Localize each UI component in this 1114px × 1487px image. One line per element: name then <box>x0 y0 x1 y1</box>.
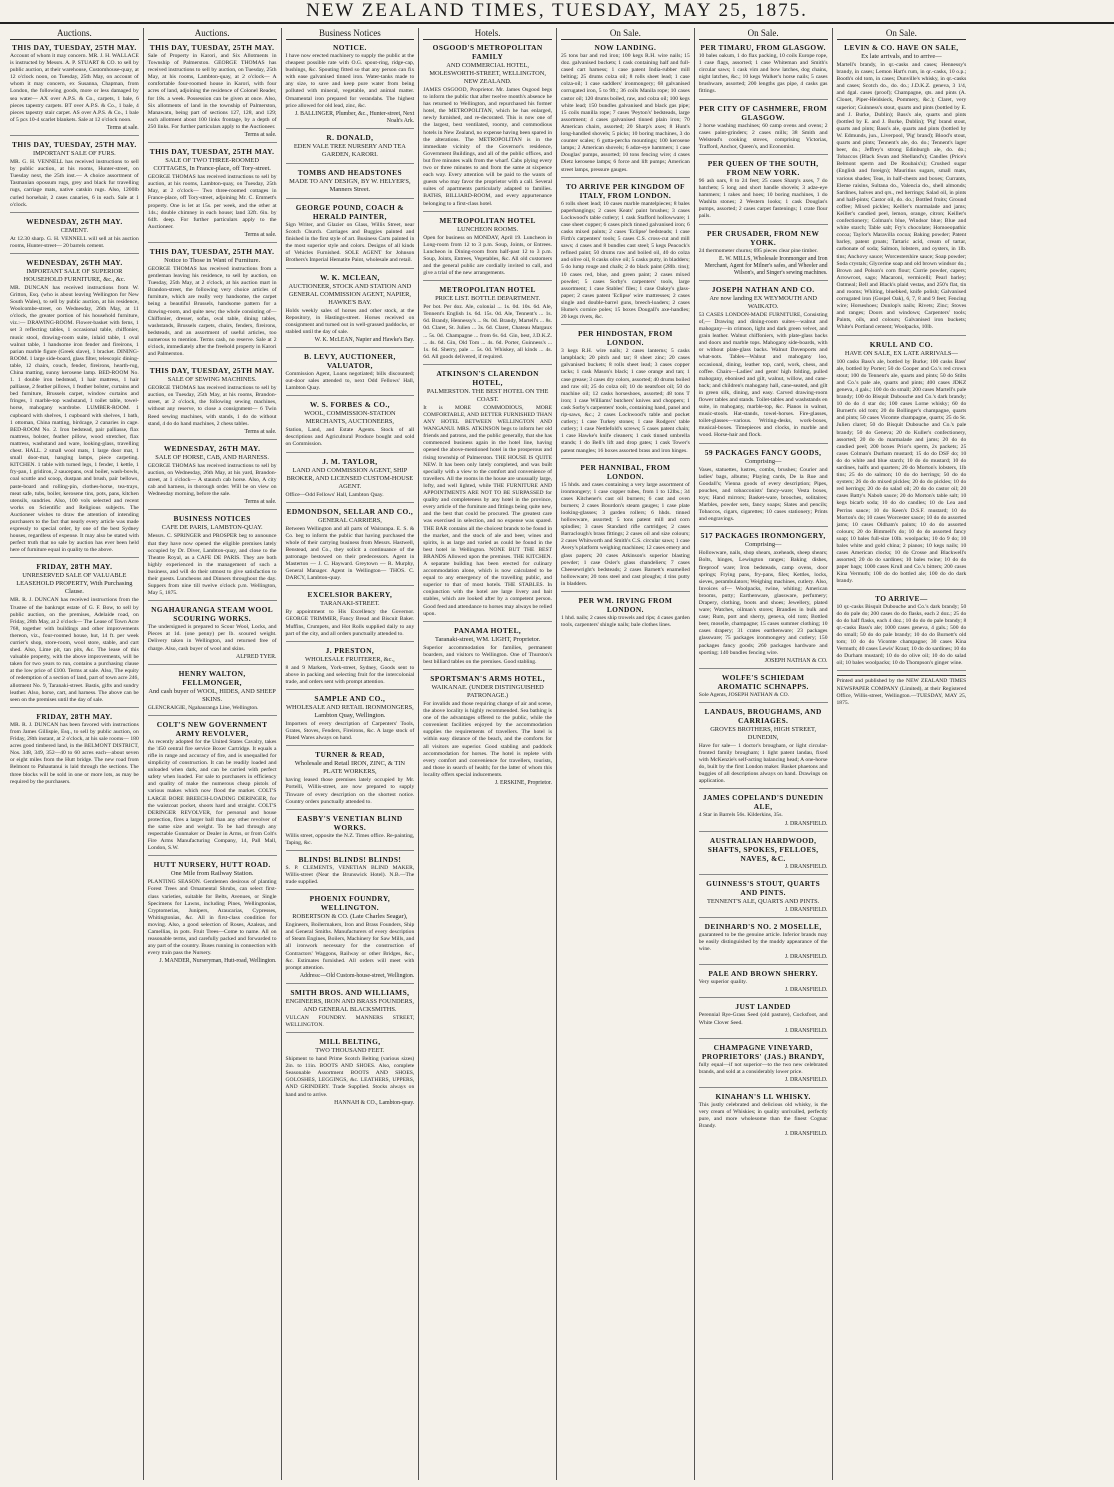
ad-subtitle: IMPORTANT SALE OF SUPERIOR HOUSEHOLD FURNITURE, &c., &c. <box>23 267 126 283</box>
advertisement <box>837 43 967 336</box>
ad-title: PER HANNIBAL, FROM LONDON. <box>580 462 671 481</box>
ad-title: JAMES COPELAND'S DUNEDIN ALE, <box>702 793 824 812</box>
ad-body: Shipment to hand Prime Scotch Belting (various sizes) 2in. to 11in. BOOTS AND SHOES. Also, complete Seasonable Assortment BOOTS AND SHOES, GOLOSHES, LEGGINGS, &c. LEATHERS, UPPERS, AND GRINDERY. Trade Supplied. Stocks always on hand and to arrive. <box>285 1056 415 1098</box>
ad-title: SMITH BROS. AND WILLIAMS, <box>290 987 410 997</box>
ad-title: NOTICE. <box>332 43 367 52</box>
ad-title: SPORTSMAN'S ARMS HOTEL, <box>430 674 545 683</box>
ad-title: KRULL AND CO. <box>869 339 934 349</box>
advertisement <box>286 203 415 269</box>
ad-title: BLINDS! BLINDS! BLINDS! <box>298 854 402 864</box>
ad-title: EXCELSIOR BAKERY, <box>307 590 393 600</box>
advertisement <box>286 694 415 746</box>
ad-signature: Terms at sale. <box>244 499 277 506</box>
ad-title: PER HINDOSTAN, FROM LONDON. <box>578 329 673 348</box>
advertisement <box>286 133 415 164</box>
ad-body: 15 hhds. and cases containing a very large assortment of ironmongery; 1 case copper tubes, from 1 to 12lbs.; 34 cases Kitchener's cast oil burners; 6 cast and oven burners; 2 cases Bourdon's steam gauges; 1 case plate looking-glasses; 3 garden rollers; 6 hhds. tinned hollowware, assorted; 5 tons patent mill and corn spindles; 3 cases Standard rifle cartridges; 2 cases Barraclough's brass fittings; 2 cases oil and size colours; 2 cases Whitworth and Smith's C.S. circular saws; 1 case Avery's platform weighing machines; 12 cases emery and glass papers; 20 cases Atkinson's superior blasting powder; 1 case Osler's glass chandeliers; 7 cases Cheesewright's bedsteads; 2 cases Barnett's enamelled hollowware; 20 tons steel and cast ploughs; 4 tins putty in bladders. <box>561 481 690 587</box>
advertisement <box>837 340 967 590</box>
ad-body: GLENCRAIGIE, Ngahauranga Line, Wellington. <box>147 704 259 711</box>
ad-title: FRIDAY, 28TH MAY. <box>36 711 113 721</box>
ad-signature: JOSEPH NATHAN & CO. <box>764 657 828 664</box>
advertisement <box>148 514 277 601</box>
ad-subtitle: GENERAL CARRIERS, <box>317 516 382 524</box>
ad-title: PER TIMARU, FROM GLASGOW. <box>700 43 826 52</box>
ad-title: WEDNESDAY, 26TH MAY. <box>26 216 123 226</box>
advertisement <box>561 329 690 458</box>
advertisement <box>561 182 690 326</box>
column-heading: Business Notices <box>286 28 415 40</box>
ad-subtitle: And cash buyer of WOOL, HIDES, AND SHEEP SKINS. <box>148 687 276 703</box>
ad-subtitle: MADE TO ANY DESIGN, BY W. HELYER'S, Manners Street. <box>289 177 411 193</box>
ad-body: GEORGE THOMAS has received instructions from a gentleman leaving his residence, to sell by auction, on Tuesday, 25th May, at 2 o'clock, at his auction mart in Brandon-street, the following very choice articles of furniture, which are really very handsome, the carpet being a beautiful Brussels, handsome pattern for a drawing-room, and quite new; the whole consisting of— Chiffonier, dresser, sofas, oval table, dining tables, washstands, Brussels carpets, chairs, fenders, fireirons, bedsteads, and an assortment of useful articles, too numerous to mention. Terms cash, no reserve. Sale at 2 o'clock, immediately after the freehold property in Karori and Palmerston. <box>147 265 277 358</box>
ad-body: Engineers, Boilermakers, Iron and Brass Founders, Ship and General Smiths. Manufacturers of every description of Steam Engines, Boilers, Machinery for Saw Mills, and all ironwork necessary for the construction of Contractors' Waggons, Railway or other Bridges, &c., &c. Estimates furnished. All orders will meet with prompt attention. <box>285 922 415 971</box>
ad-title: J. M. TAYLOR, <box>322 456 378 466</box>
ad-signature: HANNAH & CO., Lambton-quay. <box>334 1099 415 1106</box>
advertisement <box>699 922 828 965</box>
ad-title: THIS DAY, TUESDAY, 25TH MAY. <box>12 43 137 52</box>
ad-title: TO ARRIVE PER KINGDOM OF ITALY, FROM LONDON. <box>565 181 685 200</box>
advertisement <box>699 104 828 155</box>
ad-signature: Terms at sale. <box>244 428 277 435</box>
ad-title: PANAMA HOTEL, <box>454 625 522 635</box>
advertisement <box>286 457 415 503</box>
ad-subtitle: SALE OF SEWING MACHINES. <box>167 376 257 384</box>
ad-title: PER WM. IRVING FROM LONDON. <box>578 596 673 614</box>
advertisement <box>699 1002 828 1038</box>
ad-signature: J. DRANSFIELD. <box>784 954 828 961</box>
ad-body: Importers of every description of Carpenters' Tools, Grates, Stoves, Fenders, Fireirons, &c. A large stock of Plated Wares always on hand. <box>285 721 415 742</box>
ad-body: 96 ash oars, 8 to 24 feet; 25 cases Sharp's axes, 7 do hatchets; 5 long and short handle shovels; 3 adze-eye hammers; 1 rakes and hoes; 10 boring machines, 1 do Washita stones; 2 Western looks; 1 cask Douglas's pumps, assorted; 2 cases carpet fastenings; 1 crate flour pails. <box>698 177 828 220</box>
ad-title: THIS DAY, TUESDAY, 25TH MAY. <box>12 140 137 150</box>
ad-body: At 12.30 sharp. G. H. VENNELL will sell at his auction rooms, Hunter-street— 20 barrels cement. <box>10 235 139 249</box>
ad-subtitle: Comprising— <box>744 541 782 549</box>
ad-body: I have now erected machinery to supply the public at the cheapest possible rate with O.G. spout-ring, ridge-cap, bushings, &c. Spouting fitted so that any person can fix with ease galvanised tinned iron. Water-tanks made to any size, to save and keep pure water from being polluted with mineral, vegetable, and animal matter. Ornamental iron prepared for verandahs. The highest price allowed for old lead, zinc, &c. <box>285 53 415 109</box>
ad-signature: J. BALLINGER, Plumber, &c., Hunter-street, Next Noah's Ark. <box>294 110 415 124</box>
ad-title: DEINHARD'S NO. 2 MOSELLE, <box>704 921 822 931</box>
ad-body: Vases, statuettes, lustres, combs, brushes; Courier and ladies' bags, albums; Playing cards, De la Rue and Goodall's; Vienna goods of every description; Pipes, pouches, and tobacconists' fancy-ware; Vesta boxes, toys; Hand mirrors; Basket-ware, brooches, solitaires; Marbles, powder sets, fancy soaps; Slates and pencils; Tobaccos, cigars, cigarettes; 10 cases stationery; Prints and engravings. <box>698 466 828 523</box>
ad-subtitle: TWO THOUSAND FEET. <box>315 1047 385 1055</box>
advertisement <box>423 43 552 212</box>
ad-title: FRIDAY, 28TH MAY. <box>36 562 113 572</box>
column-1 <box>6 28 144 1480</box>
advertisement <box>699 969 828 998</box>
advertisement <box>699 285 828 444</box>
ad-title: HUTT NURSERY, HUTT ROAD. <box>153 860 271 870</box>
advertisement <box>699 531 828 669</box>
ad-title: WOLFE'S SCHIEDAM AROMATIC SCHNAPPS. <box>717 672 809 691</box>
advertisement <box>148 605 277 664</box>
ad-subtitle: Are now landing EX WEYMOUTH AND WAIKATO. <box>709 294 817 310</box>
ad-subtitle: Notice to Those in Want of Furniture. <box>164 256 261 264</box>
ad-body: 10 qr.-casks Bisquit Dubouche and Co.'s dark brandy; 50 do do pale do; 200 cases do do flasks, each 2 doz.; 25 do do do half flasks, each 4 doz.; 10 do do do pale brandy; 8 qr.-casks Bass's ale; 1000 cases geneva, 4 gals.; 500 do do small; 50 do do pale brandy; 10 do do Burnett's old tom; 10 do do Vicomte champagne; 30 cases Kina Vermuth; 40 cases Lewis' Kraut; 10 do do sardines; 10 do do Durham mustard; 10 do do olive oil; 10 do do salad oil; 10 bales woolpacks; 10 do Thompson's ginger wine. <box>836 603 967 667</box>
advertisement <box>286 988 415 1033</box>
ad-subtitle: PALMERSTON. THE BEST HOTEL ON THE COAST. <box>426 387 549 403</box>
ad-subtitle: WHOLESALE AND RETAIL IRONMONGERS, Lambton Quay, Wellington. <box>285 704 414 720</box>
ad-body: 25 tons bar and rod iron; 100 kegs R.H. wire nails; 15 doz. galvanised buckets; 1 cask containing half and full-cased cart harness; 1 case patent India-rubber mill belting; 25 drums colza oil; 8 rolls sheet lead; 1 case colza-oil; 1 case saddlers' ironmongery; 68 galvanised corrugated iron, 5 to 9ft.; 36 coils Manila rope; 10 cases castor oil; 120 drums boiled, raw, and colza oil; 100 kegs white lead; 150 bundles galvanised and black gas pipe; 15 coils manilla rope; 7 cases 'Peyton's' bedsteads, large assortment; 4 cases galvanised tinned plain iron; 70 American chairs, assorted; 20 Sharp's axes; 8 Hunt's long-handled shovels; 5 picks; 10 boring machines, 3 do counter scales; 6 gutta-percha mountings; 100 kerosene lamps; 2 American shovels; 6 adze-eye hammers; 1 case Douglas' pumps, assorted; 10 tons fencing wire; 4 cases Dietz kerosene lamps; 6 force and lift pumps; American street lamps, pressure gauges. <box>561 53 690 173</box>
ad-body: MR. R. J. DUNCAN has been favored with instructions from James Gillispie, Esq., to sell by public auction, on Friday, 28th instant, at 2 o'clock, at his sale rooms— 180 acres good timbered land, in the BELMONT DISTRICT, Nos. 348, 349, 352—40 to 60 acres each—about seven or eight miles from the Hutt bridge. The new road from Belmont to Pahautanui is laid through the sections. The three blocks will be sold in one or more lots, as may be required by the purchasers. <box>10 721 139 785</box>
ad-body: Commission Agent, Loans negotiated; bills discounted; out-door sales attended to, next Odd Fellows' Hall, Lambton Quay. <box>285 370 415 392</box>
ad-signature: J. DRANSFIELD. <box>784 863 828 870</box>
ad-title: NGAHAURANGA STEAM WOOL SCOURING WORKS. <box>151 605 274 624</box>
ad-subtitle: PRICE LIST. BOTTLE DEPARTMENT. <box>435 295 541 303</box>
ad-body: As recently adopted for the United States Cavalry, takes the '450 central fire service Boxer Cartridge. It equals a rifle in range and accuracy of fire, and is unequalled for simplicity of construction. It can be readily loaded and unloaded when dark, and can be carried with perfect safety when loaded. For sale to purchasers in efficiency and quality of make the numerous cheap pistols of various makes which now flood the market. COLT'S LARGE BORE BREECH-LOADING DERINGER, for the waistcoat pocket, shoots hard and straight. COLT'S DERINGER REVOLVER, for personal and house protection, fires a larger ball than any other revolver of the same size and weight. To be had through any respectable Gunmaker or Dealer in Arms, or from Colt's Fire Arms Manufacturing Company, 14, Pall Mall, London, S.W. <box>147 738 277 852</box>
ad-body: Martell's brandy, in qr.-casks and cases; Hennessy's brandy, in cases; Lemon Hart's rum, in qr.-casks, 10 o.p.; Booth's old tom, in cases; Dunville's whisky, in qr.-casks and cases; Scotch do., do. do.; J.D.K.Z. geneva, 3 1/4, and 4gal. cases (proof); Champagne, qts. and pints (A. Clouet, Piper-Heidsieck, Pommery, &c.); Claret, very superior; Guinness's stout, quarts and pints (bottled by E. and J. Burke, Dublin); Bass's ale, quarts and pints (bottled by E. and J. Burke, Dublin); 'Pig' brand stout, quarts and pints; Bass's ale, quarts and pints (bottled by W. Edmunds, jun., Liverpool, 'Pig' brand); Blood's stout, quarts and pints; Tennent's ale, do. do.; Tennent's lager beer, do.; Jeffrey's strong Edinburgh ale, do. do.; Tobaccos (Black Swan and Shelland's); Candles (Price's Belmont sperm and De Roubaix's); Crushed sugar (English and foreign); Mauritius sugars, small mats, various shades; Teas, in half-chests and boxes; Currants, Eleme raisins, Sultana do., Valencia do., shell almonds; Sardines, halves and qrs., red herrings; Salad oil, in pints and half-pints; Castor oil, do. do.; Bottled fruits; Ground coffee; Mixed pickles; Keiller's marmalade and jams; Keiller's candied peel, lemon, orange, citron; Keiller's confectionery; Colman's blue, Windsor blue; Blue and white starch; Table salt; Fry's chocolate; Homoeopathic cocoa; Taylor's Maravilla cocoa; Baking powder; Patent barley, patent groats; Tartaric acid, cream of tartar, carbonate of soda; Salmon, lobsters, and oysters, in 1lb. tins; Anchovy sauce; Worcestershire sauce; Soap powder; Soda crystals; Glycerine soap and old brown windsor do.; Brown and Polson's corn flour; Currie powder, capers; Arrowroot, sago; Macaroni, vermicelli; Pearl barley; Oatmeal; Bell and Black's plaid vestas, and 250's flat, tin and rooms; Whiting, bluebked, knife polish; Galvanised corrugated iron (Gospel Oak), 6, 7, 8 and 9 feet; Fencing wire; Horseshoes; Dunlop's nails; Rivets; Zinc; Stoves and ranges; Doors and windows; Carpenters' tools; Paints, oils, and colours; Galvanised iron buckets; White's Portland cement; Woolpacks, 10lb. <box>836 62 967 331</box>
advertisement <box>148 247 277 362</box>
ad-body: fully equal—if not superior—to the two new celebrated brands, and sold at a considerably lower price. <box>698 1061 828 1075</box>
column-heading: Hotels. <box>423 28 552 40</box>
ad-body: Per bot. Per doz. Ale, colonial ... 1s. 0d. 10s. 6d. Ale, Tennent's English 1s. 6d. 15s. 0d. Ale, Tennent's ... 1s. 6d. Brandy, Hennessy's ... 8s. 0d. Brandy, Martell's ... 8s. 0d. Claret, St. Julien ... 3s. 6d. Claret, Chateau Margaux ... 5s. 0d. Champagne ... from 6s. 6d. Gin, best, J.D.K.Z. ... 4s. 6d. Gin, Old Tom ... 4s. 6d. Porter, Guinness's ... 1s. 6d. Sherry, pale ... 5s. 0d. Whiskey, all kinds ... 4s. 6d. All goods delivered, if required. <box>423 304 552 360</box>
ad-body: Superior accommodation for families, permanent boarders, and visitors to Wellington. One of Thurston's best billiard tables on the premises. Good stabling. <box>423 644 552 665</box>
ad-title: BUSINESS NOTICES <box>173 514 251 524</box>
advertisement <box>699 43 828 100</box>
ad-title: KINAHAN'S LL WHISKY. <box>715 1091 811 1101</box>
ad-signature: J. MANDER, Nurseryman, Hutt-road, Wellington. <box>159 958 277 965</box>
ad-subtitle: SALE OF TWO THREE-ROOMED COTTAGES, In France-place, off Tory-street. <box>153 157 271 173</box>
advertisement <box>286 43 415 129</box>
ad-subtitle: ENGINEERS, IRON AND BRASS FOUNDERS, AND GENERAL BLACKSMITHS. <box>285 997 414 1013</box>
ad-title: CHAMPAGNE VINEYARD, PROPRIETORS' (JAS.) BRANDY, <box>701 1042 825 1061</box>
ad-body: Sale of Property in Karori, and Six Allotments in Township of Palmerston. GEORGE THOMAS has received instructions to sell by auction, on Tuesday, 25th May, at his rooms, Lambton-quay, at 2 o'clock— A comfortable four-roomed house in Karori, with four acres of land, adjoining the residence of Colonel Reader, for 18s. a week. Possession can be given at once. Also, Six allotments of land in the township of Palmerston, Manawatu, being part of sections 127, 128, and 129; each allotment about 100 links frontage, by a depth of 250 links. For further particulars apply to the Auctioneer. <box>147 53 277 130</box>
ad-signature: Address:—Old Custom-house-street, Wellington. <box>299 972 415 979</box>
ad-body: S. P. CLEMENTS, VENETIAN BLIND MAKER, Willis-street (Near the Brunswick Hotel). N.B.—The trade supplied. <box>285 864 415 886</box>
ad-body: MR. R. J. DUNCAN has received instructions from the Trustee of the bankrupt estate of G. F. Bow, to sell by public auction, on the premises, Adelaide road, on Friday, 28th May, at 2 o'clock— The Lease of Town Acre 768, together with buildings and other improvements thereon, viz., four-roomed house, hut, 14 ft. per week currier's shop, store-room, wool store, stable, and cart shed. Also, Lime pit, tan pits, &c. The lease of this valuable property, with the above improvements, will be taken for two years to run, contains a purchasing clause at the low price of £100. Terms at sale. Also, The equity of redemption of a section of land, part of town acre 246, allotment No. 9, Taranaki-street. Bastis, gifts and sundry leather. Also, horse, cart, and harness. The above can be seen on the premises until the day of sale. <box>10 597 139 703</box>
ad-subtitle: LAND AND COMMISSION AGENT, SHIP BROKER, AND LICENSED CUSTOM-HOUSE AGENT. <box>286 466 414 490</box>
advertisement <box>286 855 415 890</box>
ad-subtitle: TENNENT'S ALE, QUARTS AND PINTS. <box>707 897 820 905</box>
advertisement <box>286 750 415 809</box>
ad-title: PER CITY OF CASHMERE, FROM GLASGOW. <box>699 103 828 122</box>
ad-body: For invalids and those requiring change of air and scene, the above locality is highly recommended. Sea bathing is one of the advantages offered to the public, while the convenient facilities enjoyed by the accommodation supplies the requirements of travellers. The hotel is within easy distance of the beach, and the comforts for all visitors are superior. Good stabling and paddock accommodation for horses. The hotel is replete with every comfort and convenience for travellers, tourists, and those in search of health; for the latter of whom this locality offers special inducements. <box>423 701 552 778</box>
ad-body: Very superior quality. <box>698 979 748 986</box>
advertisement <box>286 507 415 587</box>
advertisement <box>699 1092 828 1141</box>
advertisement <box>148 669 277 716</box>
ad-subtitle: LUNCHEON ROOMS. <box>457 225 519 233</box>
ad-body: JAMES OSGOOD, Proprietor. Mr. James Osgood begs to inform the public that after twelve month's absence he has returned to Wellington, and repurchased his former hotel, the METROPOLITAN, which he has enlarged, newly furnished, and re-decorated. This is now one of the largest, best ventilated, roomy, and commodious hotels in New Zealand, no expense having been spared in the alterations. The METROPOLITAN is in the immediate vicinity of the Governor's residence, Government Buildings, and all of the public offices, and but five minutes walk from the wharf. Cabs plying every two or three minutes to and from the same at sixpence each way. Every attention will be paid to the wants of guests who may favor the proprietor with a call. Several suites of apartments particularly adapted to families. BATHS, BILLIARD-ROOM, and every appurtenance belonging to a first-class hotel. <box>423 87 552 207</box>
ad-body: 8 and 9 Markets, York-street, Sydney, Goods sent to above in packing and selecting fruit for the intercolonial trade, and orders sent with prompt attention. <box>285 664 415 685</box>
ad-title: LANDAUS, BROUGHAMS, AND CARRIAGES. <box>704 706 822 725</box>
ad-body: 6 rolls sheet lead; 10 cases marble mantelpieces; 8 bales paperhangings; 2 cases Keats' paint brushes; 3 cases Lockwood's table cutlery; 1 cask Stafford hollowware; 1 case sheet copper; 6 cases pitch tinned galvanised iron; 6 casks mixed paints; 2 cases 'Eclipse' bedsteads; 1 case Firth's carpenters' tools; 5 cases C.S. cross-cut and mill saws; 4 cases and 8 bundles cast steel; 5 kegs Peacock's refined paint; 50 drums raw and boiled oil, 40 do colza and olive oil, 8 casks olive oil; 5 casks putty, in bladders; 5 do lump rouge and chalk; 2 do black paint (28lb. tins); 10 cases red, blue, and green paint; 2 cases mixed powder; 5 cases Sorby's carpenters' tools, large assortment; 1 case Stables' files; 1 case Oakey's glass-paper; 2 cases patent 'Eclipse' wire mattresses; 2 cases single and double-barrel guns, breech-loaders; 2 cases Hume's cornice poles; 15 boxes Dougall's axe-handles; 20 kegs rivets, &c. <box>561 200 690 321</box>
ad-body: Between Wellington and all parts of Wairarapa. E. S. & Co. beg to inform the public that having purchased the whole of their carrying business from Messrs. Hastwell, Benstead, and Co., they solicit a continuance of the patronage bestowed on their predecessors. Agent in Masterton — J. C. Hayward. Greytown — R. Murphy, General Manager. Agent in Wellington— THOS. C. DARCY, Lambton-quay. <box>285 525 415 582</box>
ad-body: 24 thermometer churns; 695 pieces clear pine timber. <box>698 247 818 254</box>
ad-subtitle: UNRESERVED SALE OF VALUABLE LEASEHOLD PROPERTY, With Purchasing Clause. <box>16 572 133 596</box>
ad-subtitle: CEMENT. <box>60 226 89 234</box>
ad-title: WEDNESDAY, 26TH MAY. <box>26 257 123 267</box>
ad-title: PER CRUSADER, FROM NEW YORK. <box>706 228 820 247</box>
column-heading: Auctions. <box>148 28 277 40</box>
advertisement <box>423 626 552 670</box>
columns <box>6 28 1108 1480</box>
ad-body: Have for sale— 1 doctor's brougham, or light circular-fronted family brougham; 1 light patent landau, fixed with McKenzie's self-acting balancing head; A one-horse do, built by the first London maker. Basket phaetons and buggies of all descriptions always on hand. Drawings on application. <box>698 742 828 785</box>
ad-body: 100 casks Bass's ale, bottled by Burke; 100 casks Bass' ale, bottled by Porter; 50 do Cooper and Co.'s red crown stout; 100 do Tennent's ale, quarts and pints; 50 do Stilts and Co.'s pale ale, quarts and pints; 400 cases JDKZ geneva, 4 gals.; 100 do do small; 200 cases Martell's pale brandy; 100 do Bisquit Dubouche and Co.'s dark brandy; 10 do do 4 star do; 100 cases Lorne whisky; 60 do Burnett's old tom; 20 do Bollinger's champagne, quarts and pints; 50 cases Vicomte champagne, quarts; 25 do St. Julien claret; 50 do Bisquit Dubouche and Co.'s pale brandy; 50 do Geneva; 20 do Kuller's confectionery, assorted; 20 do do marmalade and jams; 20 do do candied peel; 200 boxes Prior's sperm, 2s packets; 25 cases Colman's Durham mustard; 15 do do DSF do; 10 do do white and blue starch; 10 do do mustard; 10 do sardines, halfs and quarters; 20 do Morton's lobsters, 1lb tins; 25 do do salmon; 10 do do herrings; 50 do do oysters; 26 do do mixed pickles; 20 do do pickles; 10 do red herrings; 20 do do salad oil; 20 do do castor oil; 20 cases Batty's Nabob sauce; 20 do Morton's table salt; 10 kegs bicarb soda; 10 do do candles; 10 do Lea and Perrins sauce; 10 do Keen's D.S.F. mustard; 10 do Morton's do; 10 cases Worcester sauce; 10 do do assorted jams; 10 cases Oldham's paints; 10 do do assorted colours; 20 do Bimmell's do; 10 do do assorted fancy soap; 10 bales full-size 10lb. woolpacks; 10 do 9 do; 10 bales white and gold china; 2 pianos; 10 kegs nails; 10 cases American clocks; 10 do Crosse and Blackwell's assorted; 20 do do sardines; 10 bales twine; 10 do do paper bags; 1000 cases Krull and Co.'s bitters; 200 cases Kina Vermuth; 100 do do bottled ale; 100 do do dark brandy. <box>836 358 967 585</box>
ad-body: 10 bales oakum, 1 do flax packing, 10 coils Europe rope, 1 case flags, assorted; 1 case Whiteman and Smith's circular saws; 1 cask vim and bow latches, dog chains, night latches, &c.; 10 kegs Walker's horse nails; 5 cases brushware, assorted; 200 lengths gas pipe, 4 casks gas fittings. <box>698 53 828 95</box>
ad-signature: J. DRANSFIELD. <box>784 1027 828 1034</box>
advertisement <box>286 168 415 199</box>
ad-title: WEDNESDAY, 26TH MAY. <box>163 443 261 453</box>
ad-title: THIS DAY, TUESDAY, 25TH MAY. <box>149 366 275 376</box>
ad-body: 3 kegs R.H. wire nails; 2 cases lanterns; 5 casks lampblack; 20 pitch and tar; 8 sheet zinc; 20 cases galvanised buckets; 8 rolls sheet lead; 3 cases copper tacks; 1 cask Mason's black; 1 case orange and tan; 1 case grease; 3 cases dry colors, assorted; 40 drums boiled and raw oil; 25 do colza oil; 10 do neatsfoot oil; 50 do machine oil; 12 casks horseshoes, assorted; 48 tons T iron; 1 case Williams' butchers' knives and choppers; 1 cask Sorby's carpenters' tools, containing hand, panel and rip-saws, &c.; 2 cases Lockwood's table and pocket cutlery; 1 case Turkey stones; 1 case Rodgers' table cutlery; 1 case Nettlefold's screws; 5 cases patent chain; 1 case Hawke's knife cleaners; 1 cask tinned umbrella stands; 1 do Bell's lift and drop gates; 1 cask Tower's patent mangles; 16 boxes assorted brass and iron hinges. <box>561 348 690 454</box>
ad-subtitle: EDEN VALE TREE NURSERY AND TEA GARDEN, KARORI. <box>293 142 406 158</box>
ad-title: B. LEVY, AUCTIONEER, VALUATOR, <box>304 351 396 370</box>
ad-subtitle: GROVES BROTHERS, HIGH STREET, DUNEDIN, <box>710 725 817 741</box>
ad-subtitle: WAIKANAE. (UNDER DISTINGUISHED PATRONAGE.) <box>431 684 544 699</box>
advertisement <box>148 860 277 968</box>
ad-body: Messrs. C. SPRINGER and PROSPER beg to announce that they have now opened the eligible premises lately occupied by Dr. Diver, Lambton-quay, and close to the Theatre Royal, as a CAFE DE PARIS. They are both highly experienced in the management of such a business, and will do their utmost to give satisfaction to their guests. Luncheons and Dinners throughout the day. Suppers from nine till twelve o'clock p.m. Wellington, May 5, 1875. <box>147 533 277 597</box>
ad-title: JOSEPH NATHAN AND CO. <box>711 284 815 294</box>
column-2 <box>144 28 282 1480</box>
ad-body: This justly celebrated and delicious old whisky, is the very cream of Whiskies; in quality unrivalled, perfectly pure, and more wholesome than the finest Cognac Brandy. <box>698 1101 828 1130</box>
ad-title: PALE AND BROWN SHERRY. <box>708 969 818 979</box>
advertisement <box>10 217 139 254</box>
advertisement <box>699 879 828 918</box>
column-5 <box>557 28 695 1480</box>
ad-signature: J. DRANSFIELD. <box>784 820 828 827</box>
ad-subtitle: TARANAKI-STREET. <box>320 600 380 608</box>
ad-title: COLT'S NEW GOVERNMENT ARMY REVOLVER, <box>156 719 268 738</box>
advertisement <box>10 562 139 707</box>
ad-title: PHOENIX FOUNDRY, WELLINGTON. <box>309 894 391 913</box>
ad-title: HENRY WALTON, FELLMONGER, <box>178 668 246 687</box>
ad-body: guaranteed to be the genuine article. Inferior brands may be easily distinguished by the muddy appearance of the wine. <box>698 931 828 953</box>
ad-subtitle: WHOLESALE FRUITERER, &c., <box>305 655 395 663</box>
advertisement <box>423 216 552 282</box>
advertisement <box>10 140 139 213</box>
ad-signature: J. DRANSFIELD. <box>784 1076 828 1083</box>
ad-subtitle: Taranaki-street, WM. LIGHT, Proprietor. <box>434 635 541 643</box>
column-heading: On Sale. <box>561 28 690 40</box>
ad-body: Office—Odd Fellows' Hall, Lambton Quay. <box>285 491 384 498</box>
ad-title: J. PRESTON, <box>325 645 375 655</box>
ad-title: R. DONALD, <box>326 132 374 142</box>
ad-body: having leased those premises lately occupied by Mr. Portelli, Willis-street, are now prepared to supply Tinware of every description on the shortest notice. Country orders punctually attended to. <box>285 777 415 805</box>
ad-signature: ALFRED TYER. <box>236 653 277 660</box>
ad-title: TURNER & READ, <box>315 750 385 760</box>
ad-signature: W. K. McLEAN, Napier and Hawke's Bay. <box>314 336 415 343</box>
advertisement <box>286 894 415 984</box>
ad-subtitle: Ex late arrivals, and to arrive— <box>861 53 942 60</box>
ad-body: Sole Agents, JOSEPH NATHAN & CO. <box>698 691 790 698</box>
ad-body: The undersigned is prepared to Scour Wool, Locks, and Pieces at 1d. (one penny) per lb. scoured weight. Delivery taken in Wellington, and returned free of charge. Also, cash buyer of wool and skins. <box>147 624 277 652</box>
advertisement <box>699 229 828 281</box>
ad-subtitle: One Mile from Railway Station. <box>170 870 254 878</box>
column-heading: On Sale. <box>837 28 967 40</box>
advertisement <box>423 674 552 790</box>
advertisement <box>699 707 828 790</box>
ad-body: PLANTING SEASON. Gentlemen desirous of planting Forest Trees and Ornamental Shrubs, can select first-class varieties, suitable for Belts, Avenues, or Single Specimens for Lawns, including Pines, Wellingtonias, Cryptomerias, Junipers, Araucarias, Cypresses, Whitingtonias, &c. All in first-class condition for moving. Also, a good selection of Roses, Azaleas, and Camellias, in pots. Fruit Trees—Come to name. All on reasonable terms, and carefully packed and forwarded to any part of the country. Buses running in connection with every train pass the Nursery. <box>147 879 277 957</box>
ad-signature: Terms at sale. <box>244 132 277 139</box>
ad-body: 2 horse washing machines; 60 camp ovens and ovens; 2 cases paint-grinders; 2 cases mills; 38 Smith and Welstead's cooking stoves, comprising Victorias, Trafford, Anchor, Queen's, and Economist. <box>698 122 828 150</box>
column-heading: Auctions. <box>10 28 139 40</box>
ad-title: LEVIN & CO. HAVE ON SALE, <box>844 43 959 52</box>
advertisement <box>10 43 139 136</box>
ad-body: Sign Writer, and Glazier on Glass, Willis Street, near Scotch Church. Carriages and Buggies painted and finished in the first style of art. Business Carts painted in the most superior style and colors. Designs of all kinds of Vehicles Furnished. SOLE AGENT for Johnson Brothers's Imperial Hematite Paint, wholesale and retail. <box>285 221 415 264</box>
ad-title: PER QUEEN OF THE SOUTH, FROM NEW YORK. <box>707 158 819 177</box>
ad-title: 517 PACKAGES IRONMONGERY, <box>700 531 826 541</box>
ad-subtitle: SALE OF HORSE, CAB, AND HARNESS. <box>155 453 269 461</box>
ad-subtitle: ROBERTSON & CO. (Late Charles Seagar), <box>292 913 408 921</box>
column-4 <box>419 28 557 1480</box>
ad-subtitle: AUCTIONEER, STOCK AND STATION AND GENERAL COMMISSION AGENT, NAPIER, HAWKE'S BAY. <box>288 282 412 306</box>
ad-body: VULCAN FOUNDRY. MANNERS STREET, WELLINGTON. <box>285 1014 415 1028</box>
advertisement <box>148 444 277 511</box>
ad-title: THIS DAY, TUESDAY, 25TH MAY. <box>149 43 275 52</box>
advertisement <box>561 43 690 178</box>
ad-signature: J. DRANSFIELD. <box>784 1131 828 1138</box>
ad-title: W. S. FORBES & CO., <box>309 400 390 410</box>
advertisement <box>286 1037 415 1110</box>
masthead: NEW ZEALAND TIMES, TUESDAY, MAY 25, 1875. <box>0 0 1114 24</box>
column-heading: On Sale. <box>699 28 828 40</box>
ad-body: 4 Star in Barrels 56s. Kilderkins, 35s. <box>698 812 783 819</box>
ad-body: By appointment to His Excellency the Governor. GEORGE TRIMMER, Fancy Bread and Biscuit Baker. Muffins, Crumpets, and Hot Rolls supplied daily to any part of the city, and all orders punctually attended to. <box>285 609 415 637</box>
ad-body: GEORGE THOMAS has received instructions to sell by auction, at his rooms, Lambton-quay, on Tuesday, 25th May, at 2 o'clock— Two three-roomed cottages in France-place, off Tory-street, adjoining Mr. C. Emmett's property. One is let at 15s. per week, and the other at 14s.; double chimney in each house; land 32ft. 6in. by 64ft. deep. For further particulars apply to the Auctioneer. <box>147 174 277 230</box>
advertisement <box>286 400 415 452</box>
ad-title: TO ARRIVE— <box>875 593 928 603</box>
ad-body: Station, Land, and Estate Agents. Stock of all descriptions and Agricultural Produce bought and sold on Commission. <box>285 427 415 448</box>
advertisement <box>699 159 828 225</box>
advertisement <box>699 1043 828 1088</box>
advertisement <box>286 352 415 396</box>
ad-signature: J. DRANSFIELD. <box>784 906 828 913</box>
advertisement <box>699 448 828 528</box>
advertisement <box>10 258 139 559</box>
ad-signature: Terms at sale. <box>106 124 139 131</box>
ad-body: Hollowware, nails, shop shears, axeheads, sheep shears; Bolts, hinges, Lewington ranges; Baking dishes, fireproof ware; Iron bedsteads, camp ovens, door springs; Frying pans, fry-pans, files; Kettles, locks, sieves, perambulators; Weighing machines, cutlery. Also, Invoices of— Woolpacks, twine, whiting; American brooms, putty; Earthenware, glassware, perfumery; Drapery, clothing, boots and shoes; Jewellery, plated ware; Watches, oilman's stores; Brandies in bulk and case; Rum, port and sherry, geneva, old tom; Bottled beer, moselle, champagne; 15 cases summer clothing; 10 cases drapery; 31 crates earthenware; 23 packages glassware; 75 packages ironmongery and cutlery; 150 packages fancy goods; 260 packages hardware and sporting; 140 bundles fencing wire. <box>698 550 828 656</box>
ad-subtitle: HAVE ON SALE, EX LATE ARRIVALS— <box>844 349 958 357</box>
ad-signature: J. DRANSFIELD. <box>784 987 828 994</box>
advertisement <box>699 673 828 703</box>
advertisement <box>148 366 277 440</box>
ad-subtitle: Comprising— <box>744 457 782 465</box>
column-7 <box>833 28 971 1480</box>
ad-title: THIS DAY, TUESDAY, 25TH MAY. <box>149 147 275 157</box>
ad-title: W. K. MCLEAN, <box>320 272 380 282</box>
ad-body: Perennial Rye-Grass Seed (old pasture), Cocksfoot, and White Clover Seed. <box>698 1012 828 1026</box>
ad-signature: J. ERSKINE, Proprietor. <box>494 780 552 787</box>
ad-subtitle: IMPORTANT SALE OF FURS. <box>32 150 116 158</box>
ad-title: METROPOLITAN HOTEL <box>439 215 536 225</box>
advertisement <box>148 43 277 143</box>
advertisement <box>148 147 277 243</box>
advertisement <box>286 590 415 641</box>
ad-title: TOMBS AND HEADSTONES <box>297 167 402 177</box>
ad-title: NOW LANDING. <box>594 43 657 52</box>
ad-body: GEORGE THOMAS has received instructions to sell by auction, on Wednesday, 26th May, at his yard, Brandon-street, at 1 o'clock— A staunch cab horse. Also, A city cab and harness, in thorough order. Will be on view on Wednesday morning, before the sale. <box>147 462 277 498</box>
advertisement <box>423 369 552 622</box>
advertisement <box>837 594 967 672</box>
advertisement <box>699 793 828 831</box>
ad-body: 1 hhd. nails; 2 cases ship trowels and rips; 4 cases garden tools, carpenters' shingle nails; bale clothes lines. <box>561 615 690 629</box>
advertisement <box>561 463 690 592</box>
column-6 <box>695 28 833 1480</box>
ad-body: Holds weekly sales of horses and other stock, at the Repository, in Hastings-street. Horses received on consignment and turned out in well-grassed paddocks, or stabled until the day of sale. <box>285 307 415 335</box>
ad-subtitle: WOOL, COMMISSION-STATION MERCHANTS, AUCTIONEERS, <box>304 410 396 426</box>
ad-body: Account of whom it may concern. MR. J. H. WALLACE is instructed by Messrs. A. P. STUART & CO. to sell by public auction, at their warehouse, Customhouse-quay, at 12 o'clock noon, on Tuesday, 25th May, on account of whom it may concern, ex Susanna, Chapman, from London, the following goods, more or less damaged by sea water— AX over A.P.S. & Co., carpets, 1 bale, 6 pieces tapestry carpets. BT over A.P.S. & Co., 1 bale, 4 pieces tapestry stair carpet. AS over A.P.S. & Co., 1 bale of 5 pcs 10-4 scarlet blankets. Sale at 12 o'clock noon. <box>10 53 139 123</box>
ad-title: EASBY'S VENETIAN BLIND WORKS. <box>297 813 403 832</box>
ad-subtitle: Wholesale and Retail IRON, ZINC, & TIN PLATE WORKERS, <box>294 760 406 776</box>
ad-title: ATKINSON'S CLARENDON HOTEL, <box>436 368 539 387</box>
advertisement <box>286 646 415 690</box>
ad-title: OSGOOD'S METROPOLITAN FAMILY <box>432 43 543 61</box>
advertisement <box>423 285 552 365</box>
ad-body: GEORGE THOMAS has received instructions to sell by auction, on Tuesday, 25th May, at his rooms, Brandon-street, at 2 o'clock, the following sewing machines, without any reserve, to close a consignment— 6 Twin Reed sewing machines, with stands, 1 do do without stand, 4 do do hand machines, 2 chess tables. <box>147 385 277 427</box>
ad-signature: Terms at sale. <box>244 231 277 238</box>
advertisement <box>286 814 415 851</box>
ad-title: SAMPLE AND CO., <box>314 694 386 704</box>
ad-title: METROPOLITAN HOTEL <box>439 285 536 295</box>
ad-title: 59 PACKAGES FANCY GOODS, <box>704 447 822 457</box>
ad-title: MILL BELTING, <box>319 1037 381 1047</box>
ad-subtitle: AND COMMERCIAL HOTEL, MOLESWORTH-STREET, WELLINGTON, NEW ZEALAND. <box>429 62 546 85</box>
advertisement <box>10 712 139 789</box>
ad-title: GUINNESS'S STOUT, QUARTS AND PINTS. <box>706 878 821 897</box>
advertisement <box>561 596 690 632</box>
ad-body: Open for business on MONDAY, April 19. Luncheon in Long-room from 12 to 3 p.m. Soup, Joints, or Entrees. Luncheon in Dining-room from half-past 12 to 3 p.m. Soup, Joints, Entrees, Vegetables, &c. All old customers and the general public are cordially invited to call, and give a trial of the new arrangements. <box>423 234 552 277</box>
printer-imprint: Printed and published by the NEW ZEALAND TIMES NEWSPAPER COMPANY (Limited), at their Registered Office, Willis-street, Wellington.—TUESDAY, MAY 25, 1875. <box>837 675 967 706</box>
ad-title: JUST LANDED <box>735 1002 791 1012</box>
ad-body: It is MORE COMMODIOUS, MORE COMFORTABLE, AND BETTER FURNISHED THAN ANY HOTEL BETWEEN WELLINGTON AND WANGANUI. MRS. ATKINSON begs to inform her old friends and patrons, and the public generally, that she has commenced business again in the hotel line, having opened the above-mentioned hotel in the prosperous and rising township of Palmerston. THE HOUSE IS QUITE NEW. It has been only lately completed, and was built specially with a view to the comfort and convenience of travellers. All the rooms in the house are unusually large, lofty, and well lighted, while THE FURNITURE AND APPOINTMENTS ARE NOT TO BE SURPASSED for quality and completeness by any hotel in the province, every article of the furniture and fittings being quite new, and the best that could be procured. The greatest care was exercised in selection, and no expense was spared. THE BAR contains all the choicest brands to be found in the market, and the stock of ale and beer, wines and spirits, is as large and varied as could be found in the best hotel in Wellington. NONE BUT THE BEST BRANDS Allowed upon the premises. THE KITCHEN. A separate building has been erected for culinary accommodation alone, which is now calculated to be equal to any emergency of the travelling public, and superior to that of most hotels. THE STABLES. In conjunction with the hotel are large livery and bait stables, which are looked after by a competent person. Good feed and attendance to horses may always be relied upon. <box>423 404 552 617</box>
ad-body: MR. DUNCAN has received instructions from W. Gritton, Esq. (who is about leaving Wellington for New South Wales), to sell by public auction, at his residence, Woolcombe-street, on Wednesday, 26th May, at 11 o'clock, the greater portion of his household furniture, viz.:— DRAWING-ROOM. Flower-basket with ferns, 1 set 3 reflecting tables, 1 occasional table, chiffonier, music stool, drawing-room suite, inlaid table, 1 oval walnut table, 1 handsome iron fender and fireirons, 1 parian marble figure (Greek slave), 1 bracket. DINING-ROOM. 1 large side-board, glass filter, telescopic dining-table, 12 chairs, couch, fender, fireirons, hearth-rug, China matting, sunny kerosene lamp. BED-ROOM No. 1. 1 double iron bedstead, 1 hair mattress, 1 hair palliasse, 2 feather pillows, 1 feather bolster, curtains and bed furniture, Brussels carpet, window curtains and fringes, 1 marble-top washstand, 1 toilet table, towel-horse, mahogany wardrobe. LUMBER-ROOM. 1 cupboard with shelves, 1 cupboard with shelves, 1 bath, 1 ottoman, China matting, birdcage, 2 canaries in cage. BED-ROOM No. 2. Iron bedstead, pair palliasse, flax mattress, bolster, feather pillow, wood stretcher, flax mattress, washstand and ware, looking-glass, travelling chest. HALL. 2 small wool mats, 1 large door mat, 1 small door-mat, hanging lamps, piece carpeting. KITCHEN. 1 table with turned legs, 1 fender, 1 kettle, 1 fry-pan, 1 gridiron, 2 saucepans, oval boiler, wash-bowls, coal scuttle and scoop, dustpan and brush, pair bellows, paste-board and rolling-pin, clothes-horse, tea-trays, meat safe, tubs, boiler, kerosene tins, pots, pans, kitchen utensils, sundries. Also, 100 vols selected and recent works on Scientific and Religious subjects. The Auctioneer wishes to draw the attention of intending purchasers to the fact that nearly every article was made expressly to special order, by one of the best Sydney houses, regardless of expense. It may also be stated with perfect truth that no sale by auction has ever been held here of furniture equal in quality to the above. <box>10 284 139 554</box>
advertisement <box>286 273 415 348</box>
ad-title: THIS DAY, TUESDAY, 25TH MAY. <box>149 246 275 256</box>
ad-title: GEORGE POUND, COACH & HERALD PAINTER, <box>295 202 404 221</box>
ad-signature: E. W. MILLS, Wholesale Ironmonger and Iron Merchant, Agent for Milner's safes, and Wheeler and Wilson's, and Singer's sewing machines. <box>704 255 828 276</box>
advertisement <box>148 720 277 857</box>
ad-body: Willis street, opposite the N.Z. Times office. Re-painting, Taping, &c. <box>285 832 415 846</box>
ad-body: 53 CASES LONDON-MADE FURNITURE, Consisting of,— Drawing and dining-room suites—walnut and mahogany—in crimson, light and dark green velvet, and grain leather. Walnut chiffoniers, with plate-glass backs and doors and marble tops. Mahogany side-boards, with or without plate-glass backs. Walnut Davenports and what-nots. Tables—Walnut and mahogany loo, occasional, dining, leather top, card, work, chess, and coffee. Chairs—Ladies' and gents' high folding, pulled mahogany, ebonised and gilt, walnut, willow, and cane-back; and children's mahogany hall, cane-seated, and gilt in green silk, dining, and easy. Carved drawing-room flower tables and stands. Toilet-tables and washstands en suite, in mahogany, marble-top, &c. Pianos in walnut, music-stools. Hat-stands, towel-horses. Fire-glasses, toilet-glasses—various. Writing-desks, work-boxes, musical-boxes. Timepieces and clocks, in marble and wood. Horse-hair and flock. <box>698 311 828 439</box>
column-3 <box>282 28 420 1480</box>
advertisement <box>699 836 828 875</box>
ad-body: MR. G. H. VENNELL has received instructions to sell by public auction, at his rooms, Hunter-street, on Tuesday next, the 25th inst.— A choice assortment of Tasmanian opossum rugs, grey and black fur travelling rugs, carriage mats, native catskin rugs. Also, 1200lb curled horsehair, 2 cases canaries, 6 in each. Sale at 1 o'clock. <box>10 159 139 208</box>
ad-title: AUSTRALIAN HARDWOOD, SHAFTS, SPOKES, FELLOES, NAVES, &C. <box>707 835 819 863</box>
ad-title: EDMONDSON, SELLAR AND CO., <box>286 506 414 516</box>
ad-subtitle: CAFE DE PARIS, LAMBTON-QUAY. <box>161 524 263 532</box>
